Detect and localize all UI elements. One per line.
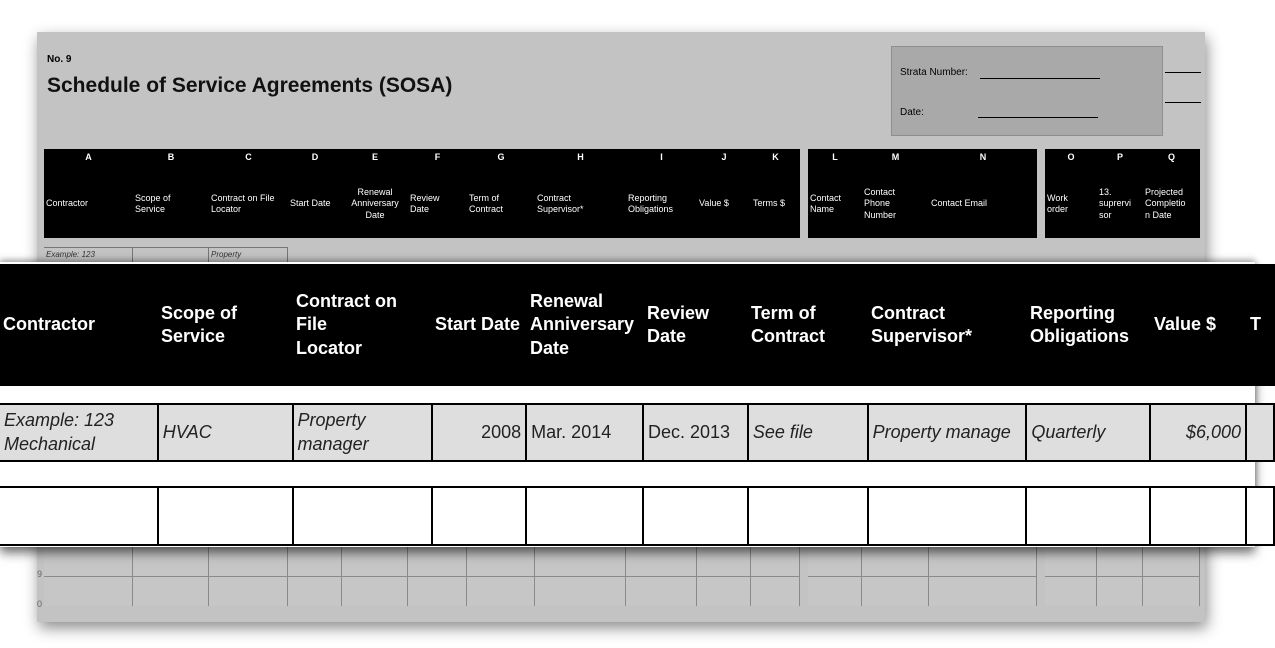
- grid-cell[interactable]: [342, 546, 408, 576]
- column-header: Contract on File Locator: [211, 192, 275, 214]
- grid-cell[interactable]: [751, 546, 800, 576]
- grid-cell[interactable]: [626, 546, 697, 576]
- example-start-date[interactable]: 2008: [433, 405, 527, 460]
- column-letter: P: [1116, 152, 1123, 162]
- strata-number-label: Strata Number:: [900, 67, 968, 78]
- grid-cell[interactable]: [808, 576, 862, 606]
- example-cell: Property: [209, 247, 288, 267]
- row-number: 0: [37, 599, 43, 609]
- column-letter: E: [371, 152, 378, 162]
- column-header: Work order: [1047, 192, 1069, 214]
- example-term[interactable]: See file: [749, 405, 869, 460]
- grid-cell[interactable]: [1045, 546, 1097, 576]
- grid-cell[interactable]: [288, 576, 342, 606]
- column-header: Renewal Anniversary Date: [351, 187, 399, 220]
- grid-cell[interactable]: [44, 546, 133, 576]
- empty-cell[interactable]: [869, 488, 1028, 544]
- column-headers-row: [808, 170, 1037, 238]
- empty-cell[interactable]: [527, 488, 644, 544]
- column-letter: F: [434, 152, 441, 162]
- empty-cell[interactable]: [1027, 488, 1151, 544]
- grid-cell[interactable]: [535, 546, 626, 576]
- grid-cell[interactable]: [408, 546, 467, 576]
- grid-cell[interactable]: [1045, 576, 1097, 606]
- column-header: Reporting Obligations: [628, 192, 674, 214]
- column-header: Scope of Service: [135, 192, 171, 214]
- zoomed-header-terms: T: [1250, 314, 1261, 335]
- example-terms[interactable]: [1247, 405, 1275, 460]
- column-letter: A: [85, 152, 92, 162]
- column-header: Contract Supervisor*: [537, 192, 584, 214]
- column-letter: H: [577, 152, 584, 162]
- empty-cell[interactable]: [644, 488, 749, 544]
- column-header: Terms $: [753, 198, 786, 209]
- example-scope[interactable]: HVAC: [159, 405, 294, 460]
- column-letters-row: [1045, 149, 1200, 165]
- empty-row: [0, 486, 1275, 546]
- empty-cell[interactable]: [749, 488, 869, 544]
- grid-cell[interactable]: [751, 576, 800, 606]
- grid-cell[interactable]: [697, 576, 751, 606]
- column-header: Value $: [699, 198, 729, 209]
- column-header: Contact Name: [810, 192, 842, 214]
- zoomed-header-reporting: Reporting Obligations: [1030, 302, 1129, 346]
- grid-cell[interactable]: [467, 576, 535, 606]
- table-row: [44, 576, 1200, 606]
- empty-cell[interactable]: [0, 488, 159, 544]
- grid-cell[interactable]: [626, 576, 697, 606]
- column-headers-row: [1045, 170, 1200, 238]
- column-header: 13. suprervi sor: [1099, 187, 1132, 220]
- zoomed-header-value: Value $: [1154, 314, 1217, 335]
- column-letters-row: [44, 149, 800, 165]
- column-headers-row: [44, 170, 800, 238]
- grid-cell[interactable]: [862, 576, 929, 606]
- example-supervisor[interactable]: Property manage: [869, 405, 1028, 460]
- column-header: Projected Completio n Date: [1145, 187, 1186, 220]
- column-letter: C: [245, 152, 252, 162]
- grid-cell[interactable]: [1097, 576, 1143, 606]
- column-letter: N: [979, 152, 987, 162]
- column-letter: D: [311, 152, 319, 162]
- grid-cell[interactable]: [697, 546, 751, 576]
- blank-line: [1165, 102, 1201, 103]
- example-cell: Example: 123: [44, 247, 133, 267]
- gap: [800, 546, 808, 576]
- example-value[interactable]: $6,000: [1151, 405, 1247, 460]
- grid-cell[interactable]: [1097, 546, 1143, 576]
- form-title: Schedule of Service Agreements (SOSA): [47, 74, 453, 97]
- zoomed-header-renewal: Renewal Anniversary Date: [530, 290, 635, 358]
- row-number: 9: [37, 569, 43, 579]
- grid-cell[interactable]: [342, 576, 408, 606]
- column-letter: I: [660, 152, 663, 162]
- example-reporting[interactable]: Quarterly: [1027, 405, 1151, 460]
- column-letter: G: [497, 152, 505, 162]
- empty-cell[interactable]: [433, 488, 527, 544]
- empty-cell[interactable]: [159, 488, 294, 544]
- strata-number-field[interactable]: [980, 78, 1100, 79]
- empty-cell[interactable]: [1151, 488, 1247, 544]
- grid-cell[interactable]: [44, 576, 133, 606]
- grid-cell[interactable]: [1143, 576, 1200, 606]
- column-header: Review Date: [410, 192, 440, 214]
- column-letter: K: [772, 152, 779, 162]
- column-letter: J: [721, 152, 727, 162]
- zoomed-header-review: Review Date: [647, 302, 710, 346]
- example-row: [0, 403, 1275, 462]
- grid-cell[interactable]: [535, 576, 626, 606]
- example-review[interactable]: Dec. 2013: [644, 405, 749, 460]
- column-header: Contact Phone Number: [864, 187, 897, 220]
- grid-cell[interactable]: [929, 576, 1037, 606]
- empty-cell[interactable]: [294, 488, 434, 544]
- zoomed-header-locator: Contract on File Locator: [296, 290, 397, 358]
- table-row: [44, 546, 1200, 576]
- zoomed-header-term: Term of Contract: [751, 302, 826, 346]
- zoomed-header-scope: Scope of Service: [161, 302, 238, 346]
- grid-cell[interactable]: [862, 546, 929, 576]
- grid-cell[interactable]: [209, 546, 288, 576]
- zoomed-table-band: [0, 262, 1261, 547]
- grid-cell[interactable]: [467, 546, 535, 576]
- column-letter: O: [1067, 152, 1075, 162]
- grid-cell[interactable]: [808, 546, 862, 576]
- gap: [800, 576, 808, 606]
- column-letters-row: [808, 149, 1037, 165]
- grid-cell[interactable]: [1143, 546, 1200, 576]
- form-number: No. 9: [47, 54, 72, 65]
- date-label: Date:: [900, 107, 924, 118]
- gap: [1037, 546, 1045, 576]
- column-header: Start Date: [290, 198, 331, 209]
- column-header: Contractor: [46, 198, 89, 209]
- zoomed-header-start-date: Start Date: [435, 314, 521, 335]
- column-letter: L: [832, 152, 838, 162]
- blank-line: [1165, 72, 1201, 73]
- column-letter: B: [167, 152, 175, 162]
- example-locator[interactable]: Property manager: [294, 405, 434, 460]
- column-letter: Q: [1167, 152, 1175, 162]
- grid-cell[interactable]: [288, 546, 342, 576]
- zoomed-header-row: [0, 264, 1275, 386]
- grid-cell[interactable]: [929, 546, 1037, 576]
- zoomed-header-supervisor: Contract Supervisor*: [871, 302, 973, 346]
- strata-info-box: [891, 46, 1163, 136]
- example-contractor[interactable]: Example: 123 Mechanical: [0, 405, 159, 460]
- empty-cell[interactable]: [1247, 488, 1275, 544]
- column-header: Term of Contract: [469, 192, 504, 214]
- grid-cell[interactable]: [209, 576, 288, 606]
- grid-cell[interactable]: [408, 576, 467, 606]
- date-field[interactable]: [978, 117, 1098, 118]
- lower-grid: [44, 546, 1200, 606]
- grid-cell[interactable]: [133, 576, 209, 606]
- example-renewal[interactable]: Mar. 2014: [527, 405, 644, 460]
- column-letter: M: [891, 152, 900, 162]
- gap: [1037, 576, 1045, 606]
- zoomed-header-contractor: Contractor: [3, 314, 96, 335]
- grid-cell[interactable]: [133, 546, 209, 576]
- column-header: Contact Email: [931, 198, 988, 209]
